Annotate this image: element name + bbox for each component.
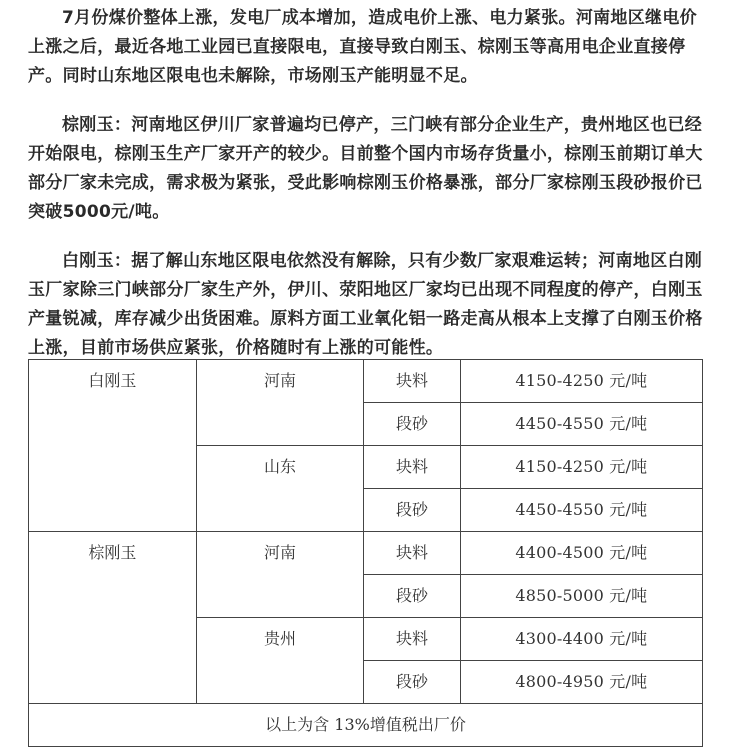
region-cell: 山东 (196, 446, 364, 532)
table-row (29, 704, 703, 747)
form-cell: 块料 (364, 618, 460, 661)
price-cell: 4300-4400 元/吨 (460, 618, 702, 661)
form-cell: 段砂 (364, 489, 460, 532)
paragraph-brown-corundum: 棕刚玉：河南地区伊川厂家普遍均已停产，三门峡有部分企业生产，贵州地区也已经开始限电，棕刚玉生产厂家开产的较少。目前整个国内市场存货量小，棕刚玉前期订单大部分厂家未完成，需求极为紧张，受此影响棕刚玉价格暴涨，部分厂家棕刚玉段砂报价已突破5000元/吨。 (28, 115, 703, 222)
region-cell: 河南 (196, 360, 364, 446)
price-cell: 4150-4250 元/吨 (460, 446, 702, 489)
product-cell-brown-corundum: 棕刚玉 (29, 532, 197, 704)
price-cell: 4400-4500 元/吨 (460, 532, 702, 575)
form-cell: 段砂 (364, 403, 460, 446)
price-cell: 4450-4550 元/吨 (460, 403, 702, 446)
region-cell: 贵州 (196, 618, 364, 704)
price-cell: 4150-4250 元/吨 (460, 360, 702, 403)
table-row (29, 532, 703, 575)
table-row (29, 360, 703, 403)
form-cell: 块料 (364, 532, 460, 575)
price-cell: 4800-4950 元/吨 (460, 661, 702, 704)
region-cell: 河南 (196, 532, 364, 618)
price-cell: 4450-4550 元/吨 (460, 489, 702, 532)
paragraph-market-overview: 7月份煤价整体上涨，发电厂成本增加，造成电价上涨、电力紧张。河南地区继电价上涨之后，最近各地工业园已直接限电，直接导致白刚玉、棕刚玉等高用电企业直接停产。同时山东地区限电也未解除，市场刚玉产能明显不足。 (28, 8, 697, 86)
paragraph-white-corundum: 白刚玉：据了解山东地区限电依然没有解除，只有少数厂家艰难运转；河南地区白刚玉厂家除三门峡部分厂家生产外，伊川、荥阳地区厂家均已出现不同程度的停产，白刚玉产量锐减，库存减少出货困难。原料方面工业氧化铝一路走高从根本上支撑了白刚玉价格上涨，目前市场供应紧张，价格随时有上涨的可能性。 (28, 251, 703, 358)
form-cell: 段砂 (364, 661, 460, 704)
table-note: 以上为含 13%增值税出厂价 (29, 704, 703, 747)
form-cell: 段砂 (364, 575, 460, 618)
product-cell-white-corundum: 白刚玉 (29, 360, 197, 532)
form-cell: 块料 (364, 446, 460, 489)
price-table (28, 359, 703, 747)
price-cell: 4850-5000 元/吨 (460, 575, 702, 618)
form-cell: 块料 (364, 360, 460, 403)
